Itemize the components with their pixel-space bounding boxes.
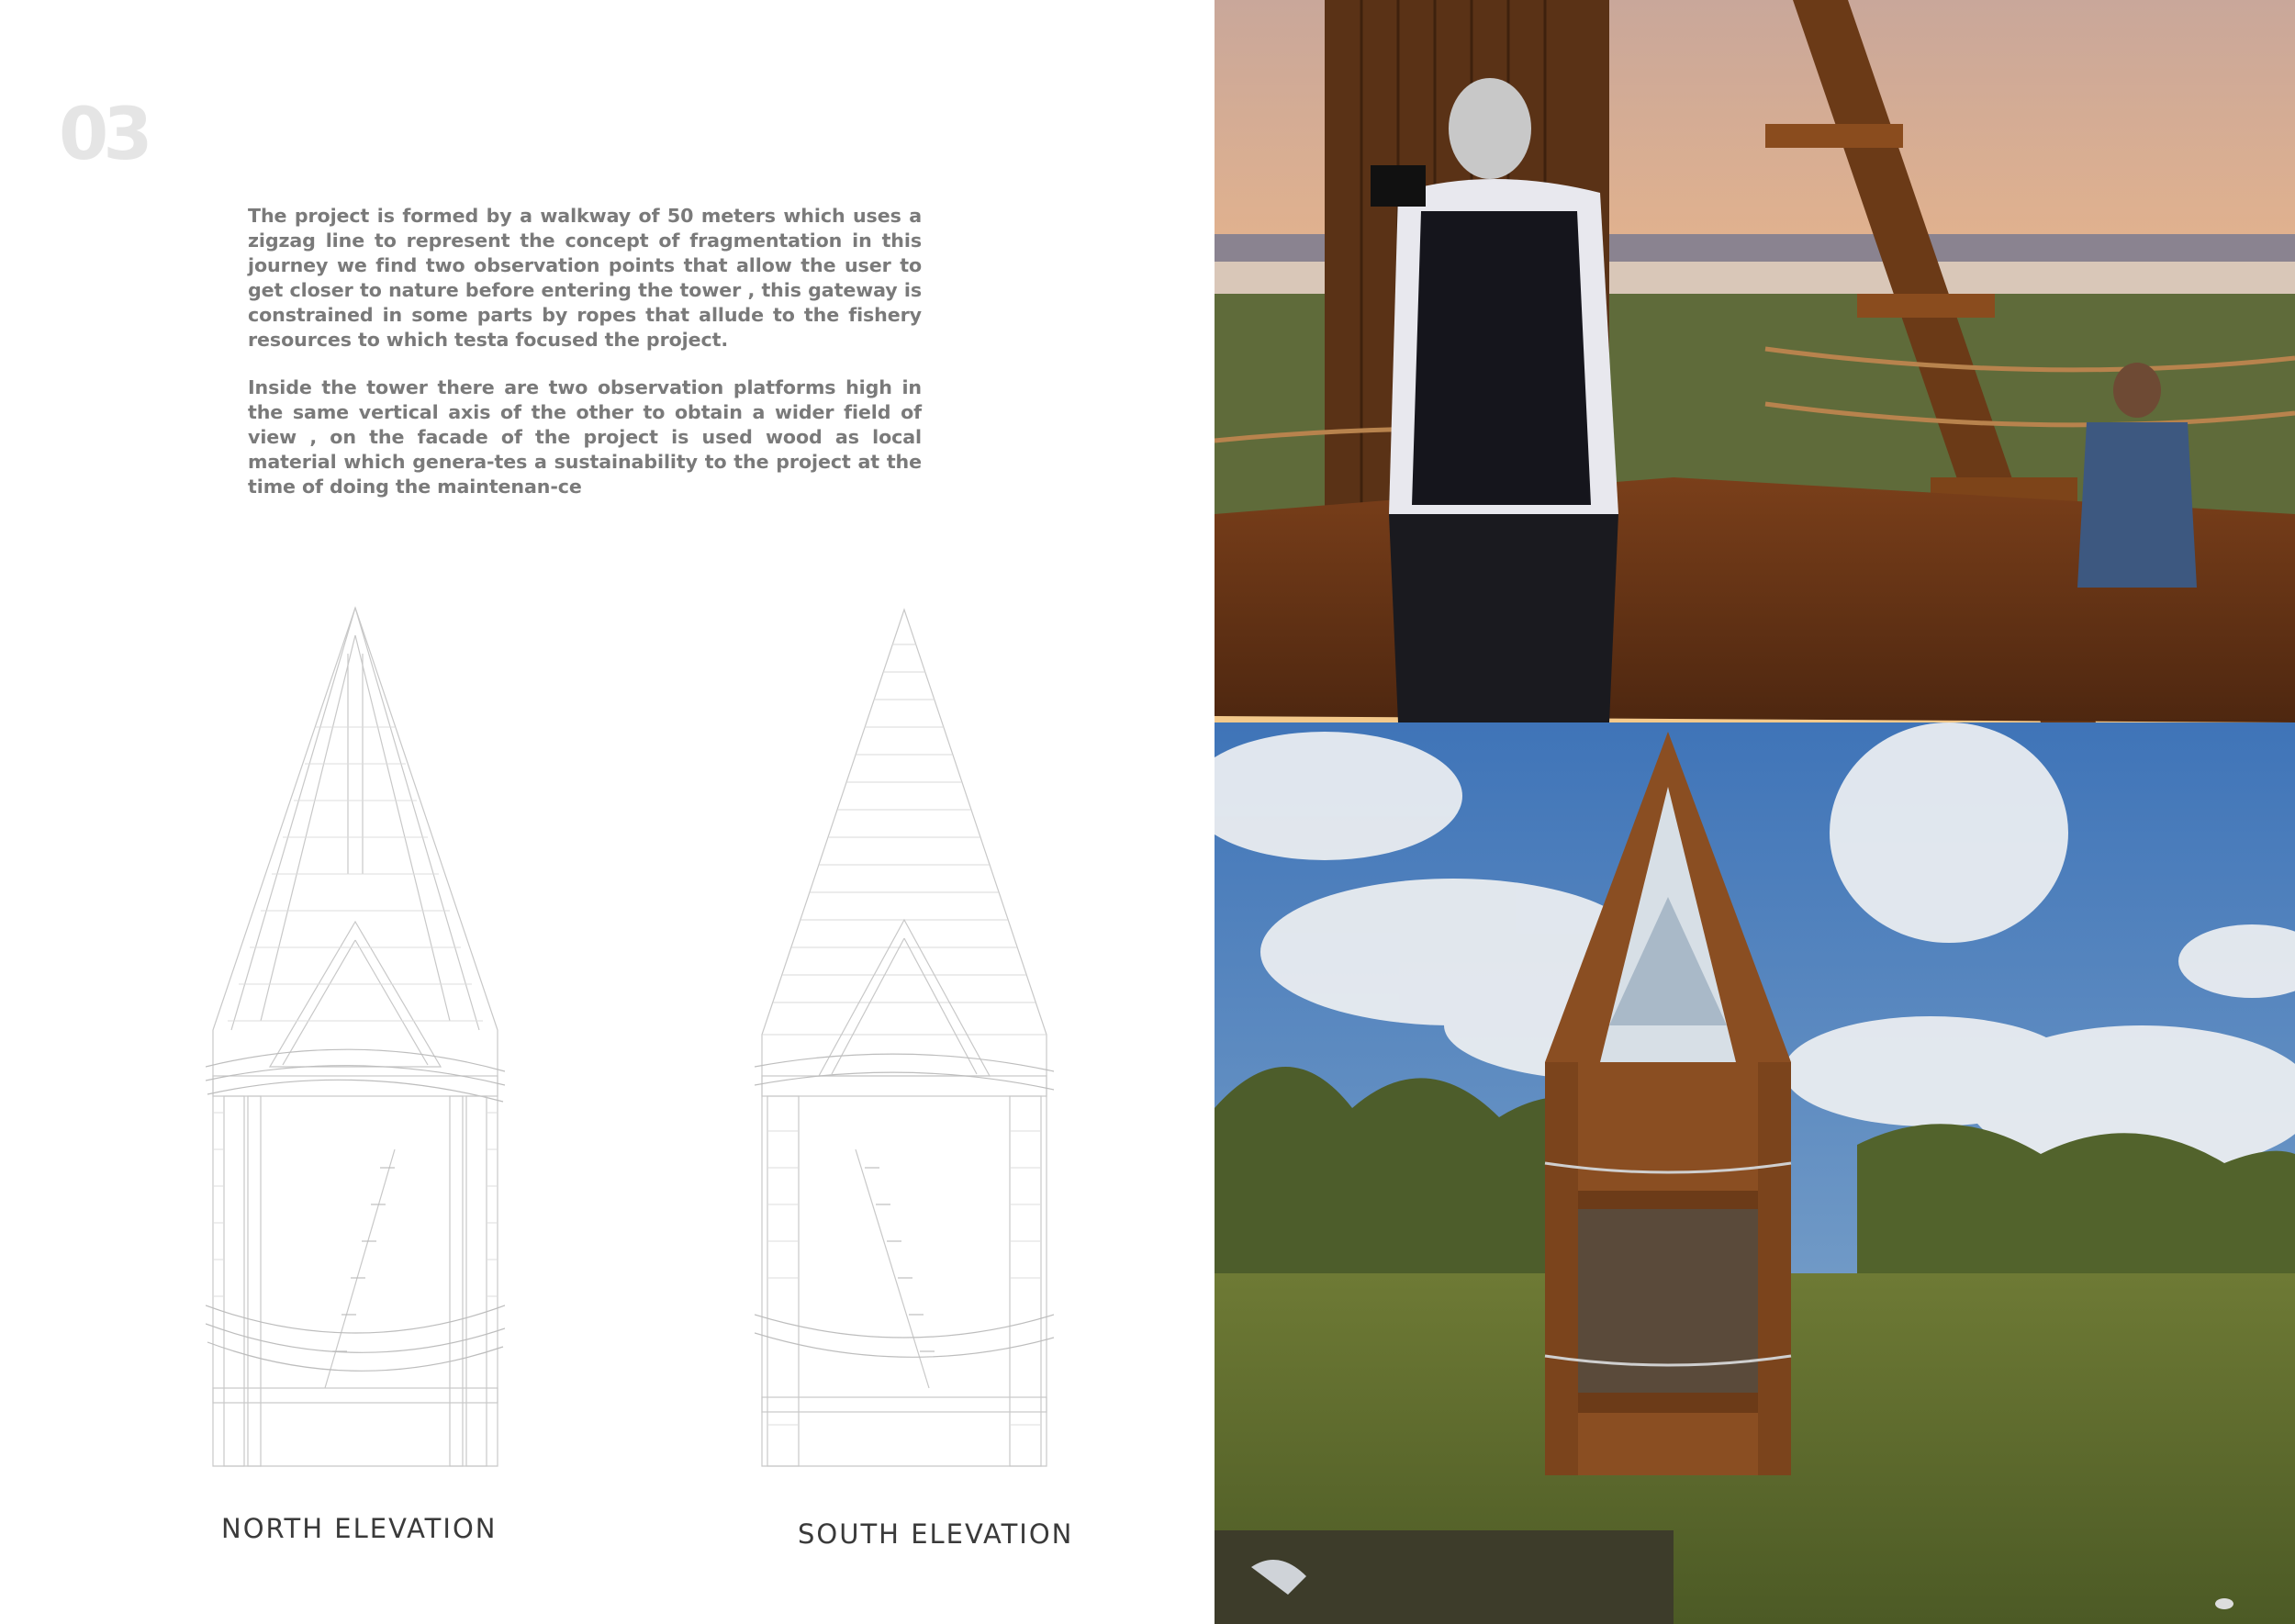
tower-exterior-render-photo <box>1215 722 2295 1624</box>
north-elevation-label: NORTH ELEVATION <box>221 1513 498 1544</box>
page-number: 03 <box>59 94 148 176</box>
north-elevation-drawing <box>206 599 505 1471</box>
description-paragraph-1: The project is formed by a walkway of 50 meters which uses a zigzag line to represent the concept of fragmentation in this journey we find two observation points that allow the user to get closer to nature before entering the tower , this gateway is constrained in some parts by ropes that allude to the fishery resources to which testa focused the project. <box>248 205 922 351</box>
south-elevation-drawing <box>755 599 1054 1471</box>
description-paragraph-2: Inside the tower there are two observation platforms high in the same vertical axis of the other to obtain a wider field of view , on the facade of the project is used wood as local material which genera-tes a sustainability to the project at the time of doing the maintenan-ce <box>248 376 922 498</box>
visitors-render-photo <box>1215 0 2295 722</box>
south-elevation-label: SOUTH ELEVATION <box>798 1518 1074 1550</box>
